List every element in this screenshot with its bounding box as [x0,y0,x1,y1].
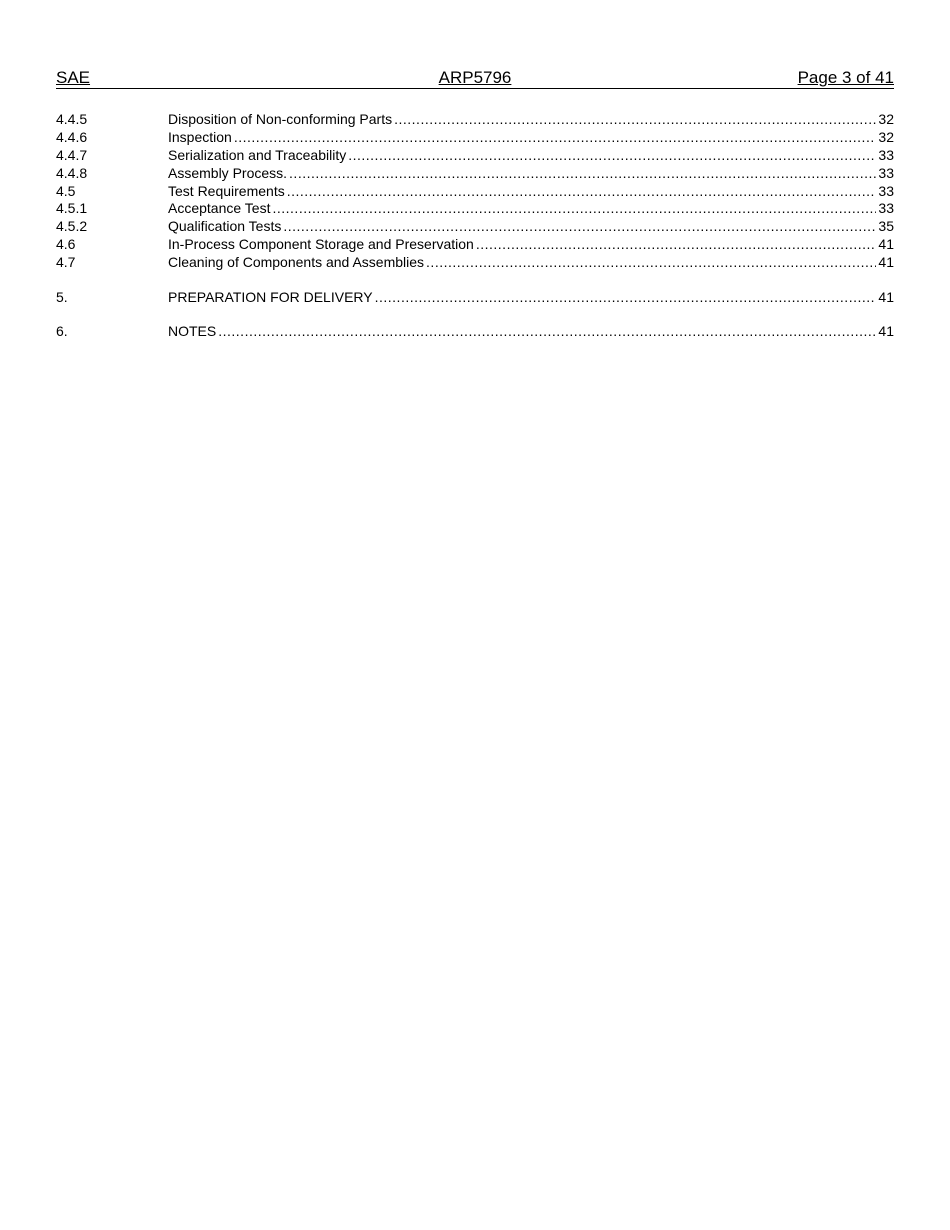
toc-entry-number: 4.4.7 [56,146,88,163]
toc-leader-dots [234,129,877,147]
toc-entry-page: 41 [878,254,894,271]
toc-entry-title: In-Process Component Storage and Preservation [168,236,474,253]
toc-leader-dots [283,218,876,236]
toc-entry [56,200,894,218]
toc-entry-number: 5. [56,288,68,305]
header-doc-number: ARP5796 [438,68,512,87]
toc-leader-dots [394,111,876,129]
toc-entry-page: 41 [878,236,894,253]
header-org: SAE [56,68,91,87]
toc-entry-number: 4.5.2 [56,218,88,235]
toc-entry-title: Disposition of Non-conforming Parts [168,111,393,127]
header-page-number: Page 3 of 41 [797,68,894,87]
toc-entry-page: 33 [878,146,894,163]
toc-entry [56,218,894,236]
toc-entry [56,147,894,165]
toc-entry-number: 4.6 [56,236,76,253]
toc-entry-number: 6. [56,322,68,339]
toc-leader-dots [375,289,877,307]
toc-entry-title: Qualification Tests [168,218,282,235]
toc-entry-page: 33 [878,200,894,217]
toc-leader-dots [476,236,877,254]
toc-entry [56,323,894,341]
toc-entry [56,183,894,201]
toc-entry-title: PREPARATION FOR DELIVERY [168,288,373,305]
toc-entry [56,289,894,307]
toc-entry-number: 4.4.6 [56,128,88,145]
toc-entry-number: 4.5 [56,182,76,199]
toc-entry-page: 33 [878,182,894,199]
toc-leader-dots [426,254,876,272]
toc-entry-title: NOTES [168,322,217,339]
toc-entry-page: 41 [878,322,894,339]
toc-entry-title: Inspection [168,128,232,145]
toc-leader-dots [348,147,876,165]
toc-leader-dots [272,200,876,218]
page-header [56,68,894,89]
toc-leader-dots [287,183,877,201]
toc-entry-number: 4.4.8 [56,164,88,181]
toc-entry [56,236,894,254]
toc-entry-title: Assembly Process. [168,164,288,181]
toc-entry-page: 32 [878,128,894,145]
toc-entry-title: Test Requirements [168,182,285,199]
toc-entry [56,165,894,183]
toc-entry-number: 4.4.5 [56,111,88,127]
toc-leader-dots [218,323,876,341]
toc-entry [56,129,894,147]
toc-entry-page: 35 [878,218,894,235]
toc-entry-title: Serialization and Traceability [168,146,347,163]
table-of-contents [56,111,894,341]
toc-entry-number: 4.7 [56,254,76,271]
toc-entry-page: 32 [878,111,894,127]
toc-entry-page: 33 [878,164,894,181]
toc-leader-dots [289,165,876,183]
toc-entry-page: 41 [878,288,894,305]
toc-entry-title: Acceptance Test [168,200,271,217]
toc-entry-title: Cleaning of Components and Assemblies [168,254,425,271]
toc-entry [56,254,894,272]
toc-entry-number: 4.5.1 [56,200,88,217]
toc-entry [56,111,894,129]
